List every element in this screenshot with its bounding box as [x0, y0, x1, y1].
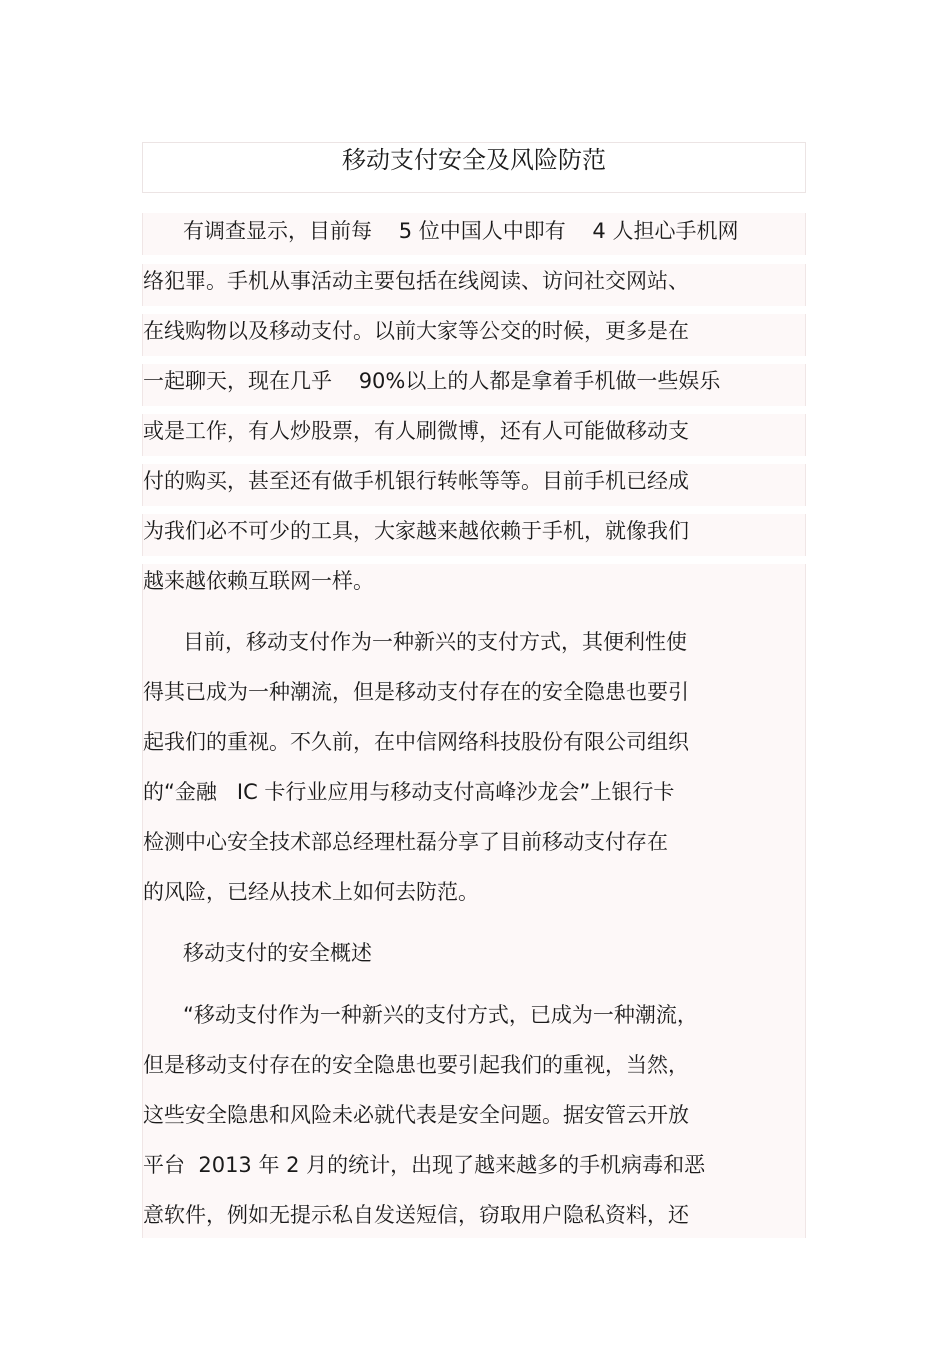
paragraph-line: 为我们必不可少的工具，大家越来越依赖于手机，就像我们	[143, 519, 689, 543]
document-title: 移动支付安全及风险防范	[342, 146, 606, 174]
paragraph-line: 目前，移动支付作为一种新兴的支付方式，其便利性使	[183, 630, 687, 654]
paragraph-line: 络犯罪。手机从事活动主要包括在线阅读、访问社交网站、	[143, 269, 689, 293]
paragraph-line: 平台 2013 年 2 月的统计，出现了越来越多的手机病毒和恶	[143, 1153, 706, 1177]
paragraph-line: 付的购买，甚至还有做手机银行转帐等等。目前手机已经成	[143, 469, 689, 493]
paragraph-line: 的风险，已经从技术上如何去防范。	[143, 880, 479, 904]
paragraph-line: 或是工作，有人炒股票，有人刷微博，还有人可能做移动支	[143, 419, 689, 443]
paragraph-line: 检测中心安全技术部总经理杜磊分享了目前移动支付存在	[143, 830, 668, 854]
paragraph-line: 这些安全隐患和风险未必就代表是安全问题。据安管云开放	[143, 1103, 689, 1127]
paragraph-line: 越来越依赖互联网一样。	[143, 569, 374, 593]
paragraph-line: 有调查显示，目前每 5 位中国人中即有 4 人担心手机网	[183, 219, 739, 243]
section-heading: 移动支付的安全概述	[183, 941, 372, 965]
paragraph-line: 起我们的重视。不久前，在中信网络科技股份有限公司组织	[143, 730, 689, 754]
paragraph-line: “移动支付作为一种新兴的支付方式，已成为一种潮流，	[183, 1003, 698, 1027]
paragraph-line: 但是移动支付存在的安全隐患也要引起我们的重视，当然，	[143, 1053, 689, 1077]
paragraph-line: 一起聊天，现在几乎 90%以上的人都是拿着手机做一些娱乐	[143, 369, 721, 393]
paragraph-line: 得其已成为一种潮流，但是移动支付存在的安全隐患也要引	[143, 680, 689, 704]
paragraph-line: 的“金融 IC 卡行业应用与移动支付高峰沙龙会”上银行卡	[143, 780, 675, 804]
paragraph-line: 在线购物以及移动支付。以前大家等公交的时候，更多是在	[143, 319, 689, 343]
paragraph-line: 意软件，例如无提示私自发送短信，窃取用户隐私资料，还	[143, 1203, 689, 1227]
